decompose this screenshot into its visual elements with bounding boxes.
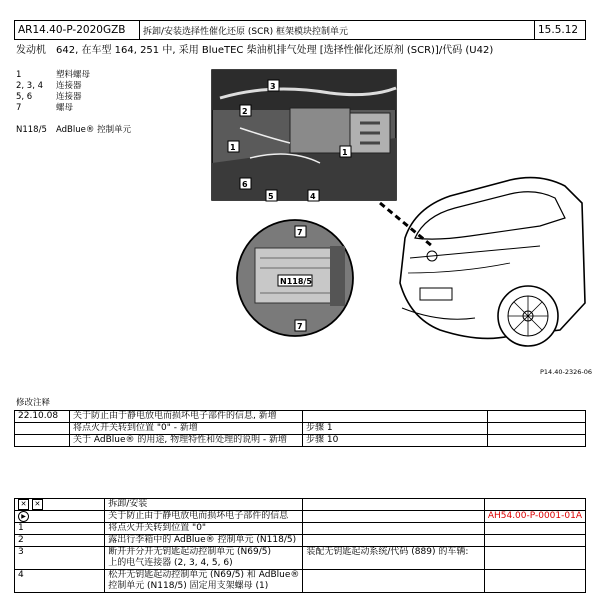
revision-ref (303, 411, 488, 423)
install-icon: ✕ (32, 499, 43, 510)
callout-label: 6 (242, 180, 248, 189)
procedure-icons (15, 499, 105, 511)
legend-item: 2, 3, 4 连接器 (16, 81, 82, 91)
table-row (15, 535, 586, 547)
step-text: 断开并分开无钥匙起动控制单元 (N69/5) 上的电气连接器 (2, 3, 4, 5, 6) (105, 547, 303, 570)
revision-text: 将点火开关转到位置 "0" - 新增 (70, 423, 303, 435)
table-row (15, 435, 586, 447)
table-row (15, 511, 586, 523)
legend-item: 5, 6 连接器 (16, 92, 82, 102)
esd-warning-icon: ▶ (15, 511, 105, 523)
revision-ref: 步骤 10 (303, 435, 488, 447)
revision-date: 22.10.08 (15, 411, 70, 423)
step-number: 1 (15, 523, 105, 535)
document-title: 拆卸/安装选择性催化还原 (SCR) 框架模块控制单元 (140, 21, 535, 40)
step-text: 露出行李箱中的 AdBlue® 控制单元 (N118/5) (105, 535, 303, 547)
step-text: 将点火开关转到位置 "0" (105, 523, 303, 535)
callout-label: 7 (297, 322, 303, 331)
reference-link[interactable]: AH54.00-P-0001-01A (484, 511, 585, 523)
procedure-heading: 拆卸/安装 (105, 499, 303, 511)
document-code: AR14.40-P-2020GZB (15, 21, 140, 40)
revision-table (14, 410, 586, 447)
procedure-table (14, 498, 586, 593)
step-number: 4 (15, 570, 105, 593)
revision-title: 修改注释 (16, 398, 51, 408)
figure-caption: P14.40-2326-06 (540, 368, 593, 376)
callout-label: 2 (242, 107, 248, 116)
revision-ref: 步骤 1 (303, 423, 488, 435)
revision-text: 关于 AdBlue® 的用途, 物理特性和处理的说明 - 新增 (70, 435, 303, 447)
step-number: 2 (15, 535, 105, 547)
callout-label: 7 (297, 228, 303, 237)
legend-item: 1 塑料螺母 (16, 70, 91, 80)
callout-label: 4 (310, 192, 316, 201)
table-row (15, 499, 586, 511)
applies-to: 发动机 642, 在车型 164, 251 中, 采用 BlueTEC 柴油机排气处理 [选择性催化还原剂 (SCR)]/代码 (U42) (16, 45, 494, 56)
callout-label: 1 (230, 143, 236, 152)
callout-label: 1 (342, 148, 348, 157)
legend-item: 7 螺母 (16, 103, 74, 113)
table-row (15, 523, 586, 535)
table-row (15, 547, 586, 570)
step-text: 松开无钥匙起动控制单元 (N69/5) 和 AdBlue® 控制单元 (N118/5) 固定用支架螺母 (1) (105, 570, 303, 593)
component-legend: N118/5 AdBlue® 控制单元 (16, 125, 132, 135)
revision-text: 关于防止由于静电放电而损坏电子部件的信息, 新增 (70, 411, 303, 423)
remove-icon: ✕ (18, 499, 29, 510)
rear-wheel (498, 286, 558, 346)
callout-label: 5 (268, 192, 274, 201)
document-header (14, 20, 586, 40)
step-note: 装配无钥匙起动系统/代码 (889) 的车辆: (303, 547, 484, 570)
step-number: 3 (15, 547, 105, 570)
scr-module-illustration (210, 68, 593, 378)
legend-list (16, 70, 131, 136)
table-row (15, 411, 586, 423)
step-text: 关于防止由于静电放电而损坏电子部件的信息 (105, 511, 303, 523)
callout-label: N118/5 (280, 277, 312, 286)
callout-label: 3 (270, 82, 276, 91)
table-row (15, 570, 586, 593)
document-date: 15.5.12 (535, 21, 586, 40)
table-row (15, 423, 586, 435)
